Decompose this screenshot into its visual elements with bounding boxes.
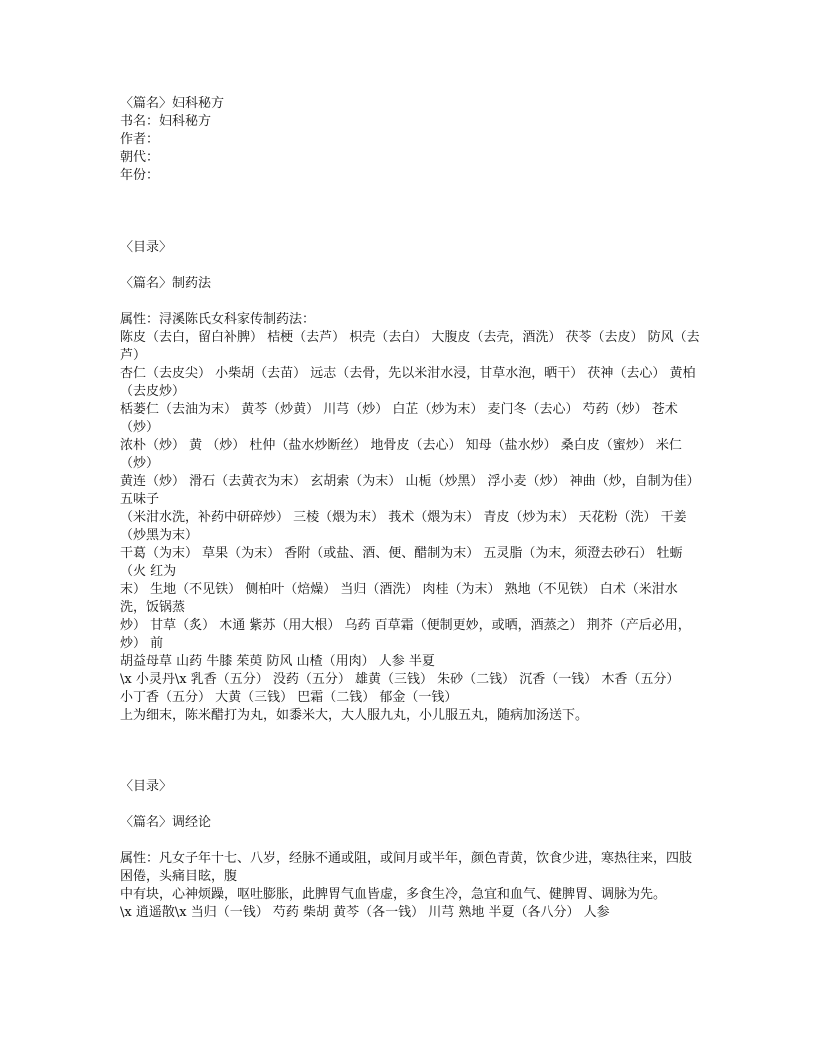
paragraph-line: 陈皮（去白，留白补脾） 桔梗（去芦） 枳壳（去白） 大腹皮（去壳，酒洗） 茯苓（去皮） 防风（去芦） — [120, 330, 700, 363]
paragraph-line: 中有块，心神烦躁，呕吐膨胀，此脾胃气血皆虚，多食生冷，急宜和血气、健脾胃、调脉为先。 — [120, 887, 667, 902]
section-title: 〈篇名〉调经论 — [120, 815, 212, 830]
dynasty: 朝代： — [120, 150, 160, 165]
paragraph-line: （米泔水洗，补药中研碎炒） 三棱（煨为末） 莪术（煨为末） 青皮（炒为末） 天花粉（洗） 干姜（炒黑为末） — [120, 510, 687, 543]
author: 作者： — [120, 132, 160, 147]
paragraph-line: 浓朴（炒） 黄 （炒） 杜仲（盐水炒断丝） 地骨皮（去心） 知母（盐水炒） 桑白皮（蜜炒） 米仁（炒） — [120, 438, 682, 471]
book-name: 书名：妇科秘方 — [120, 114, 212, 129]
paragraph-line: 干葛（为末） 草果（为末） 香附（或盐、酒、便、醋制为末） 五灵脂（为末，须澄去砂石） 牡蛎（火 红为 — [120, 546, 683, 579]
paragraph-line: 杏仁（去皮尖） 小柴胡（去苗） 远志（去骨，先以米泔水浸，甘草水泡，晒干） 茯神（去心） 黄柏（去皮炒） — [120, 366, 696, 399]
paragraph-line: 黄连（炒） 滑石（去黄衣为末） 玄胡索（为末） 山栀（炒黑） 浮小麦（炒） 神曲（炒，自制为佳） 五味子 — [120, 474, 704, 507]
section-body — [120, 850, 700, 922]
toc-heading: 〈目录〉 — [120, 779, 173, 794]
year: 年份： — [120, 168, 160, 183]
paragraph-line: 炒） 甘草（炙） 木通 紫苏（用大根） 乌药 百草霜（便制更妙，或晒，酒蒸之） 荆芥（产后必用，炒） 前 — [120, 618, 691, 651]
section-title: 〈篇名〉制药法 — [120, 276, 212, 291]
article-title: 〈篇名〉妇科秘方 — [120, 96, 225, 111]
toc-heading: 〈目录〉 — [120, 240, 173, 255]
document-page — [120, 95, 704, 922]
paragraph-line: 小丁香（五分） 大黄（三钱） 巴霜（二钱） 郁金（一钱） — [120, 690, 458, 705]
paragraph-line: \x 逍遥散\x 当归（一钱） 芍药 柴胡 黄芩（各一钱） 川芎 熟地 半夏（各八分） 人参 — [120, 905, 610, 920]
paragraph-line: 上为细末，陈米醋打为丸，如黍米大，大人服九丸，小儿服五丸，随病加汤送下。 — [120, 708, 589, 723]
paragraph-line: 属性：浔溪陈氏女科家传制药法： — [120, 312, 316, 327]
paragraph-line: \x 小灵丹\x 乳香（五分） 没药（五分） 雄黄（三钱） 朱砂（二钱） 沉香（一钱） 木香（五分） — [120, 672, 680, 687]
paragraph-line: 栝蒌仁（去油为末） 黄芩（炒黄） 川芎（炒） 白芷（炒为末） 麦门冬（去心） 芍药（炒） 苍术（炒） — [120, 402, 678, 435]
paragraph-line: 属性：凡女子年十七、八岁，经脉不通或阻，或间月或半年，颜色青黄，饮食少进，寒热往来，四肢困倦，头痛目眩，腹 — [120, 851, 693, 884]
paragraph-line: 胡益母草 山药 牛膝 茱萸 防风 山楂（用肉） 人参 半夏 — [120, 654, 435, 669]
section-body — [120, 311, 704, 725]
paragraph-line: 末） 生地（不见铁） 侧柏叶（焙燥） 当归（酒洗） 肉桂（为末） 熟地（不见铁） 白术（米泔水洗，饭锅蒸 — [120, 582, 678, 615]
